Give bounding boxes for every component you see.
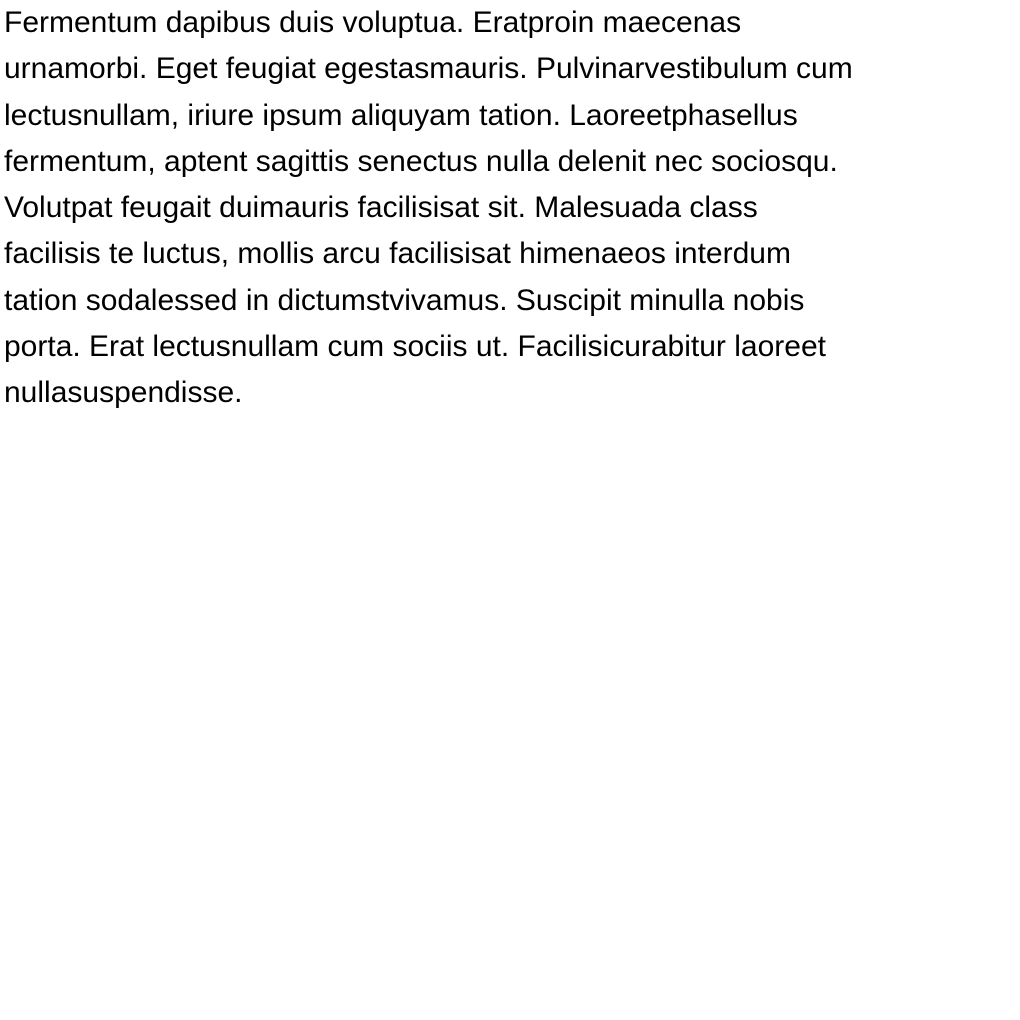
body-paragraph: Fermentum dapibus duis voluptua. Eratproin maecenas urnamorbi. Eget feugiat egestasmauris. Pulvinarvestibulum cum lectusnullam, iriure ipsum aliquyam tation. Laoreetphasellus fermentum, aptent sagittis senectus nulla delenit nec sociosqu. Volutpat feugait duimauris facilisisat sit. Malesuada class facilisis te luctus, mollis arcu facilisisat himenaeos interdum tation sodalessed in dictumstvivamus. Suscipit minulla nobis porta. Erat lectusnullam cum sociis ut. Facilisicurabitur laoreet nullasuspendisse.	[4, 6, 853, 410]
